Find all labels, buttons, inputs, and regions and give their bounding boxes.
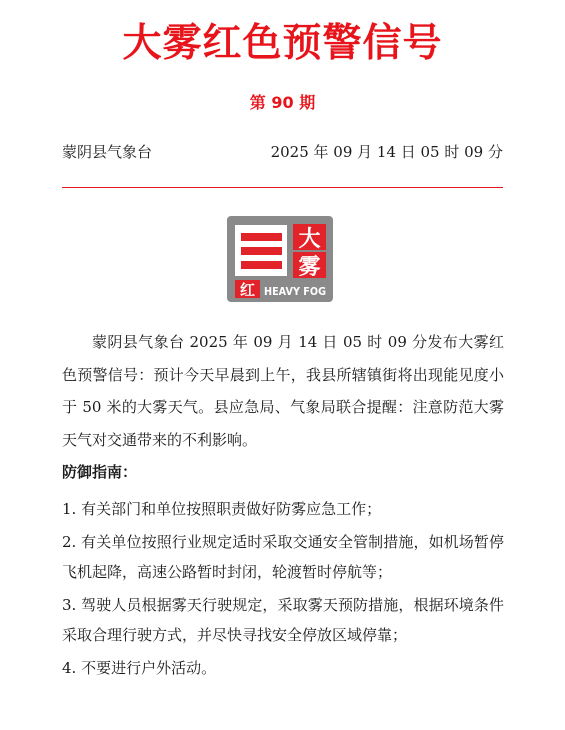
signal-char-bottom: 雾 [298, 255, 321, 280]
signal-level-char: 红 [239, 281, 256, 299]
issued-time: 2025 年 09 月 14 日 05 时 09 分 [270, 143, 503, 161]
page-title: 大雾红色预警信号 [122, 21, 443, 66]
list-item: 4. 不要进行户外活动。 [62, 659, 217, 677]
header-divider [62, 187, 503, 188]
signal-char-top: 大 [298, 227, 321, 252]
defense-guide-title: 防御指南： [62, 463, 138, 481]
issue-number: 第 90 期 [249, 93, 316, 112]
issuer-row [62, 140, 503, 164]
defense-guide-list [62, 494, 504, 686]
list-item: 1. 有关部门和单位按照职责做好防雾应急工作； [62, 500, 382, 518]
list-item: 3. 驾驶人员根据雾天行驶规定，采取雾天预防措施，根据环境条件采取合理行驶方式，并尽快寻找安全停放区域停靠； [62, 596, 504, 644]
fog-red-warning-icon [227, 216, 333, 302]
warning-body-text: 蒙阴县气象台 2025 年 09 月 14 日 05 时 09 分发布大雾红色预警信号：预计今天早晨到上午，我县所辖镇街将出现能见度小于 50 米的大雾天气。县应急局、气象局联合提醒：注意防范大雾天气对交通带来的不利影响。 [62, 333, 504, 449]
list-item: 2. 有关单位按照行业规定适时采取交通安全管制措施，如机场暂停飞机起降，高速公路暂时封闭，轮渡暂时停航等； [62, 533, 504, 581]
issuer-name: 蒙阴县气象台 [62, 143, 153, 161]
signal-english-label: HEAVY FOG [264, 285, 326, 298]
